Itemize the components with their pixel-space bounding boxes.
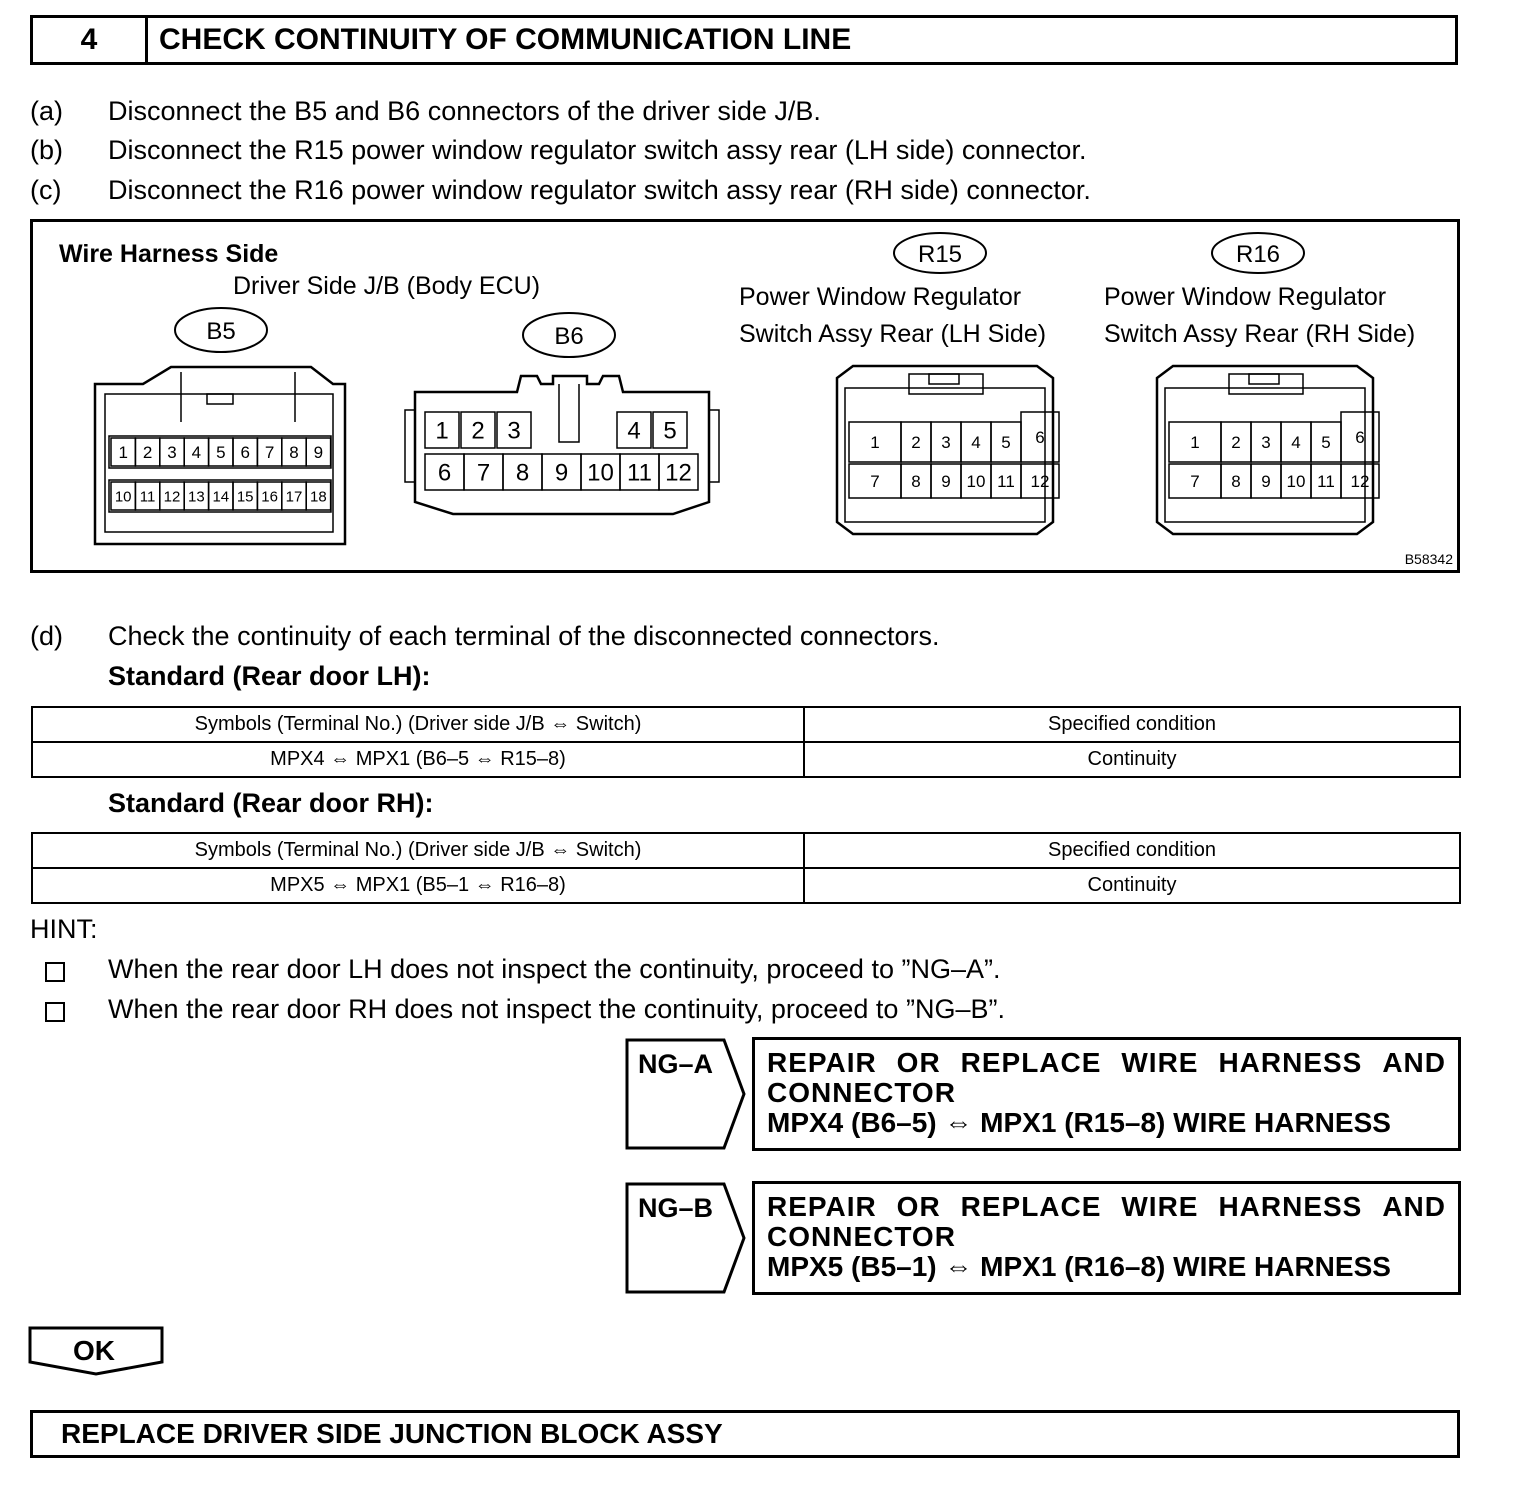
figure-heading: Wire Harness Side bbox=[59, 240, 279, 268]
r15-grid-terminal-label: 6 bbox=[1035, 428, 1045, 448]
step-number: 4 bbox=[33, 18, 148, 62]
ok-arrow-icon bbox=[28, 1326, 168, 1378]
b5-terminal-label: 18 bbox=[310, 488, 327, 506]
b5-terminal-label: 8 bbox=[289, 443, 299, 463]
figure-code: B58342 bbox=[1404, 551, 1453, 567]
table-row bbox=[32, 868, 1460, 903]
b6-terminal-label: 10 bbox=[587, 459, 614, 487]
instruction-text: Check the continuity of each terminal of the disconnected connectors. bbox=[108, 621, 940, 651]
ng-b-arrow-icon bbox=[624, 1181, 748, 1295]
r15-grid-terminal-label: 11 bbox=[997, 472, 1015, 492]
b6-terminal-label: 2 bbox=[471, 417, 485, 445]
b5-terminal-row-1 bbox=[111, 438, 331, 466]
ok-label: OK bbox=[73, 1335, 115, 1366]
standard-rh-title: Standard (Rear door RH): bbox=[108, 788, 434, 818]
r15-grid-terminal-label: 2 bbox=[911, 433, 921, 453]
b5-terminal-label: 7 bbox=[264, 443, 275, 463]
jb-label: Driver Side J/B (Body ECU) bbox=[233, 272, 541, 300]
instruction-label: (b) bbox=[30, 135, 63, 165]
r15-grid-terminal-label: 4 bbox=[971, 433, 981, 453]
ng-b-tag: NG–B bbox=[638, 1193, 714, 1223]
step-title: CHECK CONTINUITY OF COMMUNICATION LINE bbox=[159, 23, 852, 56]
b6-terminal-label: 6 bbox=[437, 459, 452, 487]
r16-label-line2: Switch Assy Rear (RH Side) bbox=[1104, 320, 1416, 348]
r16-grid-terminal-label: 4 bbox=[1291, 433, 1301, 453]
b5-terminal-label: 15 bbox=[236, 488, 254, 506]
b5-terminal-label: 3 bbox=[167, 443, 177, 463]
b6-tag: B6 bbox=[554, 323, 584, 350]
b5-terminal-label: 6 bbox=[240, 443, 250, 463]
table-header-cell: Specified condition bbox=[804, 833, 1460, 868]
final-action: REPLACE DRIVER SIDE JUNCTION BLOCK ASSY bbox=[30, 1410, 1460, 1458]
r15-grid-terminal-label: 10 bbox=[966, 472, 986, 492]
b5-terminal-label: 2 bbox=[142, 443, 153, 463]
r15-grid-terminal-label: 12 bbox=[1030, 472, 1050, 492]
b6-terminal-label: 8 bbox=[515, 459, 530, 487]
step-header bbox=[30, 15, 1458, 65]
table-cell: Continuity bbox=[804, 868, 1460, 903]
b6-terminal-label: 5 bbox=[663, 417, 677, 445]
r16-grid-terminal-label: 5 bbox=[1321, 433, 1331, 453]
table-row bbox=[32, 742, 1460, 777]
b5-terminal-label: 13 bbox=[188, 488, 205, 506]
b6-terminal-label: 1 bbox=[435, 417, 449, 445]
table-header-cell: Symbols (Terminal No.) (Driver side J/B ⇔ Switch) bbox=[32, 833, 804, 868]
r15-grid-terminal-label: 5 bbox=[1001, 433, 1011, 453]
ng-b-line1: REPAIR OR REPLACE WIRE HARNESS AND bbox=[767, 1191, 1446, 1222]
ng-a-arrow-icon bbox=[624, 1037, 748, 1151]
instruction-text: Disconnect the R16 power window regulator switch assy rear (RH side) connector. bbox=[108, 175, 1091, 205]
hint-checkbox-icon bbox=[45, 1002, 65, 1022]
r15-label-line1: Power Window Regulator bbox=[739, 283, 1022, 311]
ng-a-tag: NG–A bbox=[638, 1049, 714, 1079]
standard-lh-title: Standard (Rear door LH): bbox=[108, 661, 431, 691]
r16-grid-terminal-label: 7 bbox=[1190, 472, 1200, 492]
hint-item: When the rear door RH does not inspect the continuity, proceed to ”NG–B”. bbox=[108, 994, 1005, 1024]
standard-lh-table bbox=[31, 706, 1461, 778]
r15-grid-terminal-label: 8 bbox=[911, 472, 921, 492]
table-header-cell: Specified condition bbox=[804, 707, 1460, 742]
r16-grid-terminal-label: 2 bbox=[1231, 433, 1241, 453]
r16-grid-terminal-label: 10 bbox=[1286, 472, 1306, 492]
ng-b-line3: MPX5 (B5–1) ⇔ MPX1 (R16–8) WIRE HARNESS bbox=[767, 1251, 1391, 1282]
instruction-c bbox=[30, 175, 1470, 207]
r16-grid-terminal-label: 9 bbox=[1261, 472, 1271, 492]
r16-grid-terminal-label: 8 bbox=[1231, 472, 1241, 492]
b6-terminal-label: 4 bbox=[627, 417, 641, 445]
table-header-cell: Symbols (Terminal No.) (Driver side J/B ⇔ Switch) bbox=[32, 707, 804, 742]
b6-terminal-label: 9 bbox=[554, 459, 569, 487]
connector-diagram bbox=[33, 222, 1457, 570]
table-cell: Continuity bbox=[804, 742, 1460, 777]
r15-label-line2: Switch Assy Rear (LH Side) bbox=[739, 320, 1047, 348]
instruction-label: (a) bbox=[30, 96, 63, 126]
instruction-text: Disconnect the R15 power window regulator switch assy rear (LH side) connector. bbox=[108, 135, 1087, 165]
instruction-a bbox=[30, 96, 1470, 128]
b6-terminal-label: 12 bbox=[665, 459, 692, 487]
instruction-text: Disconnect the B5 and B6 connectors of the driver side J/B. bbox=[108, 96, 821, 126]
b5-terminal-label: 9 bbox=[313, 443, 324, 463]
r16-grid-terminal-label: 6 bbox=[1355, 428, 1365, 448]
r15-grid-terminal-label: 9 bbox=[941, 472, 951, 492]
b5-terminal-label: 4 bbox=[191, 443, 202, 463]
instruction-d bbox=[30, 621, 1470, 653]
ng-a-line1: REPAIR OR REPLACE WIRE HARNESS AND bbox=[767, 1047, 1446, 1078]
b5-terminal-label: 17 bbox=[285, 488, 303, 506]
table-header-row bbox=[32, 707, 1460, 742]
standard-rh-table bbox=[31, 832, 1461, 904]
b5-terminal-row-2 bbox=[111, 482, 331, 510]
r16-grid-terminal-label: 11 bbox=[1317, 472, 1335, 492]
r16-terminal-grid bbox=[1169, 412, 1379, 498]
ng-a-action bbox=[752, 1037, 1461, 1151]
ng-b-action bbox=[752, 1181, 1461, 1295]
table-cell: MPX5 ⇔ MPX1 (B5–1 ⇔ R16–8) bbox=[32, 868, 804, 903]
b5-terminal-label: 12 bbox=[163, 488, 181, 506]
r15-grid-terminal-label: 7 bbox=[870, 472, 880, 492]
r15-tag: R15 bbox=[917, 241, 963, 268]
instruction-b bbox=[30, 135, 1470, 167]
ng-a-line3: MPX4 (B6–5) ⇔ MPX1 (R15–8) WIRE HARNESS bbox=[767, 1107, 1391, 1138]
b5-tag: B5 bbox=[206, 318, 236, 345]
r16-grid-terminal-label: 1 bbox=[1190, 433, 1200, 453]
table-header-row bbox=[32, 833, 1460, 868]
b5-terminal-label: 11 bbox=[139, 488, 156, 506]
hint-label: HINT: bbox=[30, 914, 98, 944]
r15-grid-terminal-label: 1 bbox=[870, 433, 880, 453]
b6-terminal-label: 11 bbox=[627, 459, 652, 487]
r15-grid-terminal-label: 3 bbox=[941, 433, 951, 453]
instruction-label: (c) bbox=[30, 175, 62, 205]
connector-figure bbox=[30, 219, 1460, 573]
b5-terminal-label: 16 bbox=[261, 488, 278, 506]
b6-terminal-label: 7 bbox=[476, 459, 491, 487]
ng-a-line2: CONNECTOR bbox=[767, 1077, 956, 1108]
b6-terminal-row-2 bbox=[425, 454, 698, 490]
r15-terminal-grid bbox=[849, 412, 1059, 498]
r16-grid-terminal-label: 3 bbox=[1261, 433, 1271, 453]
table-cell: MPX4 ⇔ MPX1 (B6–5 ⇔ R15–8) bbox=[32, 742, 804, 777]
b5-terminal-label: 5 bbox=[216, 443, 226, 463]
b5-terminal-label: 1 bbox=[118, 443, 128, 463]
r16-label-line1: Power Window Regulator bbox=[1104, 283, 1387, 311]
b5-terminal-label: 10 bbox=[114, 488, 132, 506]
b6-terminal-row-1 bbox=[425, 412, 687, 448]
r16-grid-terminal-label: 12 bbox=[1350, 472, 1370, 492]
instruction-label: (d) bbox=[30, 621, 63, 651]
r16-tag: R16 bbox=[1235, 241, 1281, 268]
hint-checkbox-icon bbox=[45, 962, 65, 982]
b5-terminal-label: 14 bbox=[212, 488, 230, 506]
hint-item: When the rear door LH does not inspect the continuity, proceed to ”NG–A”. bbox=[108, 954, 1001, 984]
ng-b-line2: CONNECTOR bbox=[767, 1221, 956, 1252]
b6-terminal-label: 3 bbox=[507, 417, 521, 445]
b6-connector bbox=[405, 376, 719, 514]
